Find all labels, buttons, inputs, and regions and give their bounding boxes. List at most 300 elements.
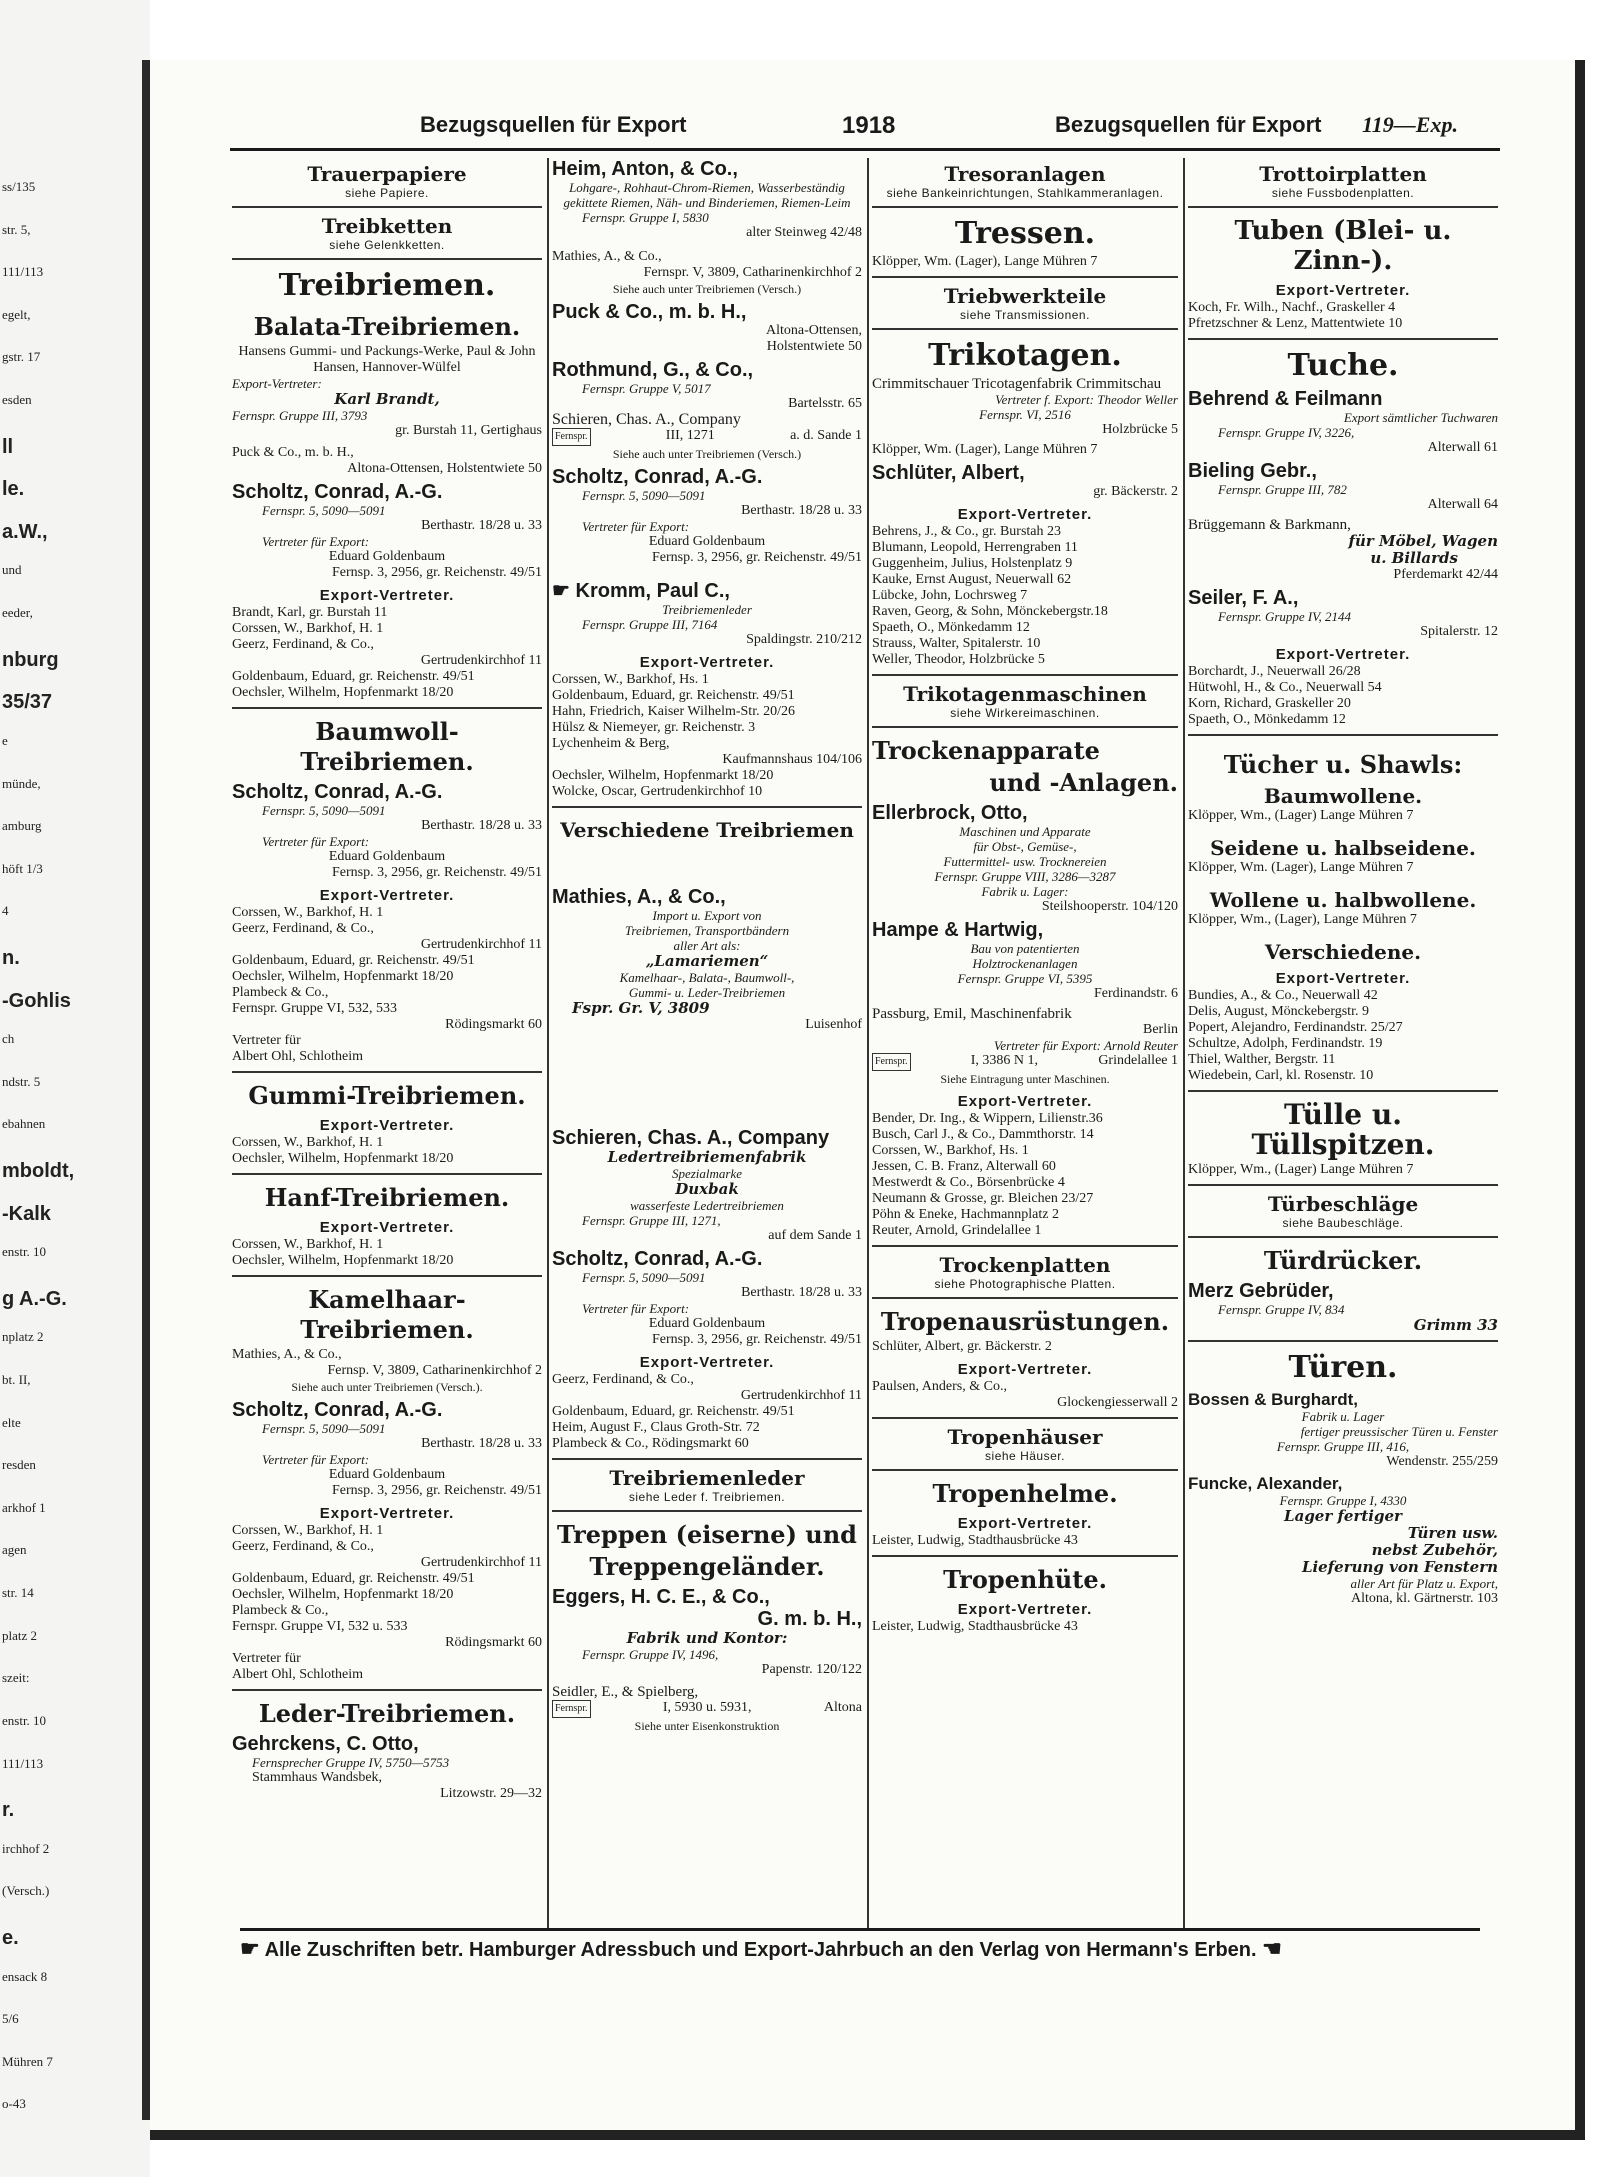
listing-rep-name: Eduard Goldenbaum	[328, 849, 446, 864]
section-trikotagenmaschinen: Trikotagenmaschinen	[903, 682, 1147, 706]
listing-phone-row	[552, 428, 862, 446]
section-rule	[872, 328, 1178, 330]
listing-name: Schlüter, Albert,	[872, 462, 1025, 484]
section-rule	[1188, 338, 1498, 340]
listing-description: Import u. Export von	[652, 908, 762, 923]
listing-phone: Fernspr. Gruppe V, 5017	[582, 381, 711, 396]
listing-name: Klöpper, Wm., (Lager), Lange Mühren 7	[1188, 912, 1417, 927]
export-agents-list	[232, 1237, 542, 1269]
export-agent-line: Plambeck & Co.,	[232, 985, 329, 1000]
export-agent-line: Corssen, W., Barkhof, H. 1	[232, 1523, 384, 1538]
listing-phone: Fernsp. 3, 2956, gr. Reichenstr. 49/51	[332, 1483, 542, 1498]
listing-phone: Fernspr. 5, 5090—5091	[262, 503, 386, 518]
export-agent-line: Rödingsmarkt 60	[445, 1635, 542, 1650]
section-rule	[872, 1245, 1178, 1247]
export-agents-heading: Export-Vertreter.	[957, 1093, 1093, 1110]
listing-name-row	[552, 580, 862, 602]
listing-address: Berthastr. 18/28 u. 33	[421, 1436, 542, 1451]
export-agent-line: Wiedebein, Carl, kl. Rosenstr. 10	[1188, 1068, 1374, 1083]
brand-name: „Lamariemen“	[645, 952, 769, 970]
listing-name: Bieling Gebr.,	[1188, 460, 1317, 482]
listing-address: gr. Bäckerstr. 2	[1093, 484, 1178, 499]
section-tuecher-shawls: Tücher u. Shawls:	[1223, 750, 1463, 779]
export-agents-heading: Export-Vertreter.	[319, 1117, 455, 1134]
listing-phone: Fernspr. Gruppe I, 5830	[582, 210, 709, 225]
export-agent-line: Corssen, W., Barkhof, H. 1	[232, 1135, 384, 1150]
listing-rep-label: Vertreter für Export:	[262, 1452, 370, 1467]
listing-phone: Fspr. Gr. V, 3809	[572, 999, 710, 1017]
listing-name: Scholtz, Conrad, A.-G.	[552, 466, 763, 488]
listing-phone: Fernspr. Gruppe VI, 5395	[957, 971, 1093, 986]
listing-rep-label: Vertreter für Export: Arnold Reuter	[993, 1038, 1178, 1053]
see-reference: Siehe auch unter Treibriemen (Versch.).	[291, 1380, 483, 1394]
adjacent-page-fragment: höft 1/3	[2, 860, 43, 876]
see-reference: siehe Transmissionen.	[960, 308, 1090, 322]
adjacent-page-fragment: münde,	[2, 775, 41, 791]
listing-rep-label: Vertreter für Export:	[262, 534, 370, 549]
export-agent-line: Corssen, W., Barkhof, Hs. 1	[552, 672, 709, 687]
listing-description: Lohgare-, Rohhaut-Chrom-Riemen, Wasserbeständig gekittete Riemen, Näh- und Binderiemen, Riemen-Leim	[563, 180, 851, 210]
listing-phone: Fernspr. Gruppe III, 7164	[582, 617, 718, 632]
adjacent-page-fragment: nburg	[2, 648, 59, 671]
section-trockenapparate: Trockenapparate	[872, 736, 1100, 765]
listing-name: Crimmitschauer Tricotagenfabrik Crimmitschau	[872, 376, 1162, 392]
section-tuerbeschlaege: Türbeschläge	[1267, 1192, 1419, 1216]
listing-address: Altona, kl. Gärtnerstr. 103	[1351, 1591, 1498, 1606]
listing-address: Pferdemarkt 42/44	[1393, 567, 1498, 582]
listing-description: wasserfeste Ledertreibriemen	[630, 1198, 784, 1213]
adjacent-page-fragment: 5/6	[2, 2011, 19, 2027]
export-agents-list	[1188, 664, 1498, 728]
footer-rule	[240, 1928, 1480, 1931]
export-agent-line: Thiel, Walther, Bergstr. 11	[1188, 1052, 1336, 1067]
listing-address: Holzbrücke 5	[1102, 422, 1178, 437]
export-agent-line: Corssen, W., Barkhof, H. 1	[232, 1237, 384, 1252]
see-reference: siehe Baubeschläge.	[1282, 1216, 1404, 1230]
export-agent-line: Plambeck & Co.,	[232, 1603, 329, 1618]
phone-icon: Fernspr.	[552, 1700, 591, 1718]
listing-description: für Möbel, Wagen	[1348, 532, 1498, 550]
section-treppen-title-2: Treppengeländer.	[589, 1552, 825, 1581]
section-rule	[232, 258, 542, 260]
listing-name: Hansens Gummi- und Packungs-Werke, Paul & John Hansen, Hannover-Wülfel	[238, 344, 536, 375]
section-tropenausruestungen: Tropenausrüstungen.	[880, 1307, 1170, 1336]
listing-description: Holztrockenanlagen	[972, 956, 1078, 971]
listing-name: Eggers, H. C. E., & Co.,	[552, 1586, 770, 1608]
listing-phone: III, 1271	[665, 428, 715, 443]
export-agent-line: Geerz, Ferdinand, & Co.,	[552, 1372, 694, 1387]
listing-address: Papenstr. 120/122	[761, 1662, 862, 1677]
listing-address: Holstentwiete 50	[766, 339, 862, 354]
export-agent-line: Spaeth, O., Mönkedamm 12	[1188, 712, 1346, 727]
export-agent-line: Bundies, A., & Co., Neuerwall 42	[1188, 988, 1378, 1003]
export-agents-heading: Export-Vertreter.	[957, 506, 1093, 523]
listing-rep-name: Karl Brandt,	[334, 390, 440, 408]
section-rule	[232, 1071, 542, 1073]
header-year: 1918	[842, 112, 896, 139]
section-rule	[872, 1297, 1178, 1299]
listing-address: a. d. Sande 1	[790, 428, 862, 443]
section-rule	[872, 276, 1178, 278]
adjacent-page-fragment: n.	[2, 946, 20, 969]
export-agent-line: Brandt, Karl, gr. Burstah 11	[232, 605, 388, 620]
listing-name: Klöpper, Wm. (Lager), Lange Mühren 7	[872, 254, 1098, 269]
export-agents-heading: Export-Vertreter.	[1275, 282, 1411, 299]
export-agent-line: Gertrudenkirchhof 11	[420, 1555, 542, 1570]
header-left-title: Bezugsquellen für Export	[420, 112, 687, 137]
listing-description: fertiger preussischer Türen u. Fenster	[1300, 1424, 1498, 1439]
export-agent-line: Oechsler, Wilhelm, Hopfenmarkt 18/20	[232, 685, 454, 700]
listing-rep-name: Eduard Goldenbaum	[648, 1316, 766, 1331]
section-rule	[872, 206, 1178, 208]
export-agents-list	[872, 1111, 1178, 1239]
adjacent-page-fragment: le.	[2, 478, 25, 501]
listing-rep-label: Vertreter f. Export: Theodor Weller	[995, 392, 1178, 407]
listing-phone: Fernsp. V, 3809, Catharinenkirchhof 2	[327, 1363, 542, 1378]
listing-description: Türen usw.	[1407, 1524, 1498, 1542]
listing-phone: Fernspr. 5, 5090—5091	[262, 1421, 386, 1436]
export-agents-list	[232, 1135, 542, 1167]
adjacent-page-fragment: o-43	[2, 2096, 26, 2112]
column-divider-3	[1183, 158, 1185, 1928]
listing-address: alter Steinweg 42/48	[746, 225, 862, 240]
adjacent-page-fragment: platz 2	[2, 1627, 38, 1643]
column-2	[552, 158, 862, 1928]
listing-phone: Fernspr. Gruppe VIII, 3286—3287	[934, 869, 1116, 884]
listing-address: Stammhaus Wandsbek,	[252, 1770, 383, 1785]
export-agent-line: Geerz, Ferdinand, & Co.,	[232, 637, 374, 652]
adjacent-page-fragment: und	[2, 562, 22, 578]
listing-address: Wendenstr. 255/259	[1386, 1454, 1498, 1469]
column-divider-1	[547, 158, 549, 1928]
adjacent-page-fragment: g A.-G.	[2, 1287, 67, 1310]
listing-description: Export sämtlicher Tuchwaren	[1343, 410, 1498, 425]
export-agent-line: Behrens, J., & Co., gr. Burstah 23	[872, 524, 1061, 539]
column-1	[232, 158, 542, 1928]
export-agent-line: Delis, August, Mönckebergstr. 9	[1188, 1004, 1369, 1019]
adjacent-page-fragment: r.	[2, 1799, 15, 1822]
listing-rep-name: Eduard Goldenbaum	[648, 534, 766, 549]
export-agents-list	[872, 524, 1178, 668]
adjacent-page-fragment: Mühren 7	[2, 2053, 53, 2069]
listing-rep-name: Eduard Goldenbaum	[328, 1467, 446, 1482]
adjacent-page-fragment: ll	[2, 435, 14, 458]
see-reference: Siehe unter Eisenkonstruktion	[634, 1719, 780, 1733]
section-rule	[232, 1173, 542, 1175]
listing-description: Maschinen und Apparate	[959, 824, 1091, 839]
export-agents-heading: Export-Vertreter.	[639, 1354, 775, 1371]
listing-phone: Fernspr. 5, 5090—5091	[582, 488, 706, 503]
listing-description: Lieferung von Fenstern	[1301, 1558, 1498, 1576]
export-agent-line: Popert, Alejandro, Ferdinandstr. 25/27	[1188, 1020, 1403, 1035]
export-agents-heading: Export-Vertreter.	[319, 587, 455, 604]
export-agent-line: Schultze, Adolph, Ferdinandstr. 19	[1188, 1036, 1383, 1051]
listing-phone: I, 3386 N 1,	[970, 1053, 1039, 1068]
listing-phone: Fernsprecher Gruppe IV, 5750—5753	[252, 1755, 450, 1770]
listing-address: Altona-Ottensen,	[765, 323, 862, 338]
listing-rep-label: Vertreter für Export:	[262, 834, 370, 849]
listing-address: Bartelsstr. 65	[788, 396, 862, 411]
listing-address: Berthastr. 18/28 u. 33	[741, 1285, 862, 1300]
adjacent-page-fragment: esden	[2, 392, 32, 408]
listing-address: Steilshooperstr. 104/120	[1041, 899, 1178, 914]
export-agent-line: Lübcke, John, Lochrsweg 7	[872, 588, 1028, 603]
section-kamelhaar-treibriemen: Kamelhaar-Treibriemen.	[300, 1285, 474, 1344]
listing-name: Kromm, Paul C.,	[575, 580, 730, 602]
export-agent-line: Goldenbaum, Eduard, gr. Reichenstr. 49/51	[552, 688, 795, 703]
subsection-verschiedene: Verschiedene.	[1264, 940, 1422, 964]
section-rule	[232, 707, 542, 709]
adjacent-page-fragment: str. 14	[2, 1585, 34, 1601]
adjacent-page-fragment: szeit:	[2, 1670, 30, 1686]
section-tueren: Türen.	[1288, 1350, 1398, 1385]
listing-name: Passburg, Emil, Maschinenfabrik	[872, 1006, 1072, 1022]
section-rule	[232, 206, 542, 208]
listing-name: Schieren, Chas. A., Company	[552, 1127, 830, 1149]
listing-description: u. Billards	[1370, 549, 1458, 567]
listing-phone: Fernspr. Gruppe I, 4330	[1279, 1493, 1407, 1508]
section-rule	[872, 674, 1178, 676]
section-rule	[872, 1417, 1178, 1419]
export-agent-line: Corssen, W., Barkhof, Hs. 1	[872, 1143, 1029, 1158]
listing-address: Spaldingstr. 210/212	[746, 632, 862, 647]
listing-rep-label: Vertreter für Export:	[582, 1301, 690, 1316]
brand-name: Duxbak	[675, 1180, 739, 1198]
see-reference: siehe Leder f. Treibriemen.	[628, 1490, 786, 1504]
export-agent-line: Goldenbaum, Eduard, gr. Reichenstr. 49/51	[232, 953, 475, 968]
listing-address: gr. Burstah 11, Gertighaus	[395, 423, 542, 438]
adjacent-page-fragment: enstr. 10	[2, 1244, 47, 1260]
export-agent-line: Kaufmannshaus 104/106	[722, 752, 862, 767]
export-agent-line: Glockengiesserwall 2	[1057, 1395, 1178, 1410]
see-reference: siehe Photographische Platten.	[934, 1277, 1116, 1291]
listing-name: Scholtz, Conrad, A.-G.	[552, 1248, 763, 1270]
listing-name: Scholtz, Conrad, A.-G.	[232, 481, 443, 503]
listing-name: Heim, Anton, & Co.,	[552, 158, 738, 180]
listing-address: Grindelallee 1	[1098, 1053, 1178, 1068]
export-agent-line: Vertreter für	[232, 1033, 301, 1048]
section-rule	[552, 806, 862, 808]
section-treibriemen: Treibriemen.	[278, 268, 496, 303]
export-agent-line: Korn, Richard, Graskeller 20	[1188, 696, 1351, 711]
listing-address: Alterwall 64	[1427, 497, 1498, 512]
listing-phone-row	[552, 1700, 862, 1718]
export-agent-line: Pfretzschner & Lenz, Mattentwiete 10	[1188, 316, 1403, 331]
section-tressen: Tressen.	[954, 216, 1096, 251]
adjacent-page-fragment: gstr. 17	[2, 349, 41, 365]
adjacent-page-fragment: mboldt,	[2, 1160, 75, 1182]
listing-description: Bau von patentierten	[970, 941, 1080, 956]
listing-name: Brüggemann & Barkmann,	[1188, 517, 1351, 533]
adjacent-page-strip	[0, 0, 150, 2177]
see-reference: siehe Bankeinrichtungen, Stahlkammeranlagen.	[886, 186, 1164, 200]
export-agent-line: Oechsler, Wilhelm, Hopfenmarkt 18/20	[232, 969, 454, 984]
phone-icon: Fernspr.	[872, 1053, 911, 1071]
adjacent-page-fragment: ch	[2, 1031, 15, 1047]
listing-address: Spitalerstr. 12	[1420, 624, 1498, 639]
adjacent-page-fragment: resden	[2, 1457, 36, 1473]
section-treppen-title: Treppen (eiserne) und	[557, 1520, 857, 1549]
listing-description: aller Art für Platz u. Export,	[1350, 1576, 1498, 1591]
listing-name: G. m. b. H.,	[757, 1608, 862, 1630]
section-rule	[1188, 1236, 1498, 1238]
export-agent-line: Lychenheim & Berg,	[552, 736, 670, 751]
section-tropenhuete: Tropenhüte.	[943, 1565, 1107, 1594]
section-treibketten: Treibketten	[321, 214, 453, 238]
listing-name: Leister, Ludwig, Stadthausbrücke 43	[872, 1619, 1078, 1634]
export-agents-heading: Export-Vertreter.	[1275, 646, 1411, 663]
listing-description: für Obst-, Gemüse-,	[973, 839, 1077, 854]
listing-description: Kamelhaar-, Balata-, Baumwoll-,	[619, 970, 795, 985]
export-agent-line: Oechsler, Wilhelm, Hopfenmarkt 18/20	[232, 1151, 454, 1166]
listing-name: Rothmund, G., & Co.,	[552, 359, 754, 381]
listing-phone: Fernsp. 3, 2956, gr. Reichenstr. 49/51	[652, 550, 862, 565]
adjacent-page-fragment: ebahnen	[2, 1116, 46, 1132]
section-rule	[1188, 734, 1498, 736]
column-4	[1188, 158, 1498, 1928]
export-agent-line: Oechsler, Wilhelm, Hopfenmarkt 18/20	[232, 1253, 454, 1268]
export-agents-list	[1188, 988, 1498, 1084]
export-agent-line: Bender, Dr. Ing., & Wippern, Lilienstr.36	[872, 1111, 1103, 1126]
listing-description: Fabrik u. Lager	[1301, 1409, 1385, 1424]
listing-name: Ellerbrock, Otto,	[872, 802, 1028, 824]
subsection-baumwollene: Baumwollene.	[1263, 784, 1423, 808]
subsection-wollene: Wollene u. halbwollene.	[1209, 888, 1477, 912]
listing-phone-row	[872, 1053, 1178, 1071]
listing-description: Gummi- u. Leder-Treibriemen	[628, 985, 786, 1000]
listing-name: Merz Gebrüder,	[1188, 1280, 1334, 1302]
pointing-hand-left-icon: ☚	[1262, 1936, 1282, 1961]
adjacent-page-fragment: ndstr. 5	[2, 1073, 41, 1089]
export-agent-line: Weller, Theodor, Holzbrücke 5	[872, 652, 1045, 667]
see-reference: Siehe auch unter Treibriemen (Versch.)	[612, 282, 802, 296]
listing-phone: Fernspr. Gruppe IV, 834	[1218, 1302, 1345, 1317]
export-agent-line: Guggenheim, Julius, Holstenplatz 9	[872, 556, 1073, 571]
export-agent-line: Strauss, Walter, Spitalerstr. 10	[872, 636, 1041, 651]
listing-name: Klöpper, Wm., (Lager) Lange Mühren 7	[1188, 1162, 1414, 1177]
adjacent-page-fragment: ensack 8	[2, 1968, 48, 1984]
export-agent-line: Rödingsmarkt 60	[445, 1017, 542, 1032]
export-agents-list	[232, 905, 542, 1065]
see-reference: siehe Fussbodenplatten.	[1271, 186, 1415, 200]
section-tuben: Tuben (Blei- u. Zinn-).	[1234, 216, 1452, 276]
export-agent-line: Koch, Fr. Wilh., Nachf., Graskeller 4	[1188, 300, 1396, 315]
section-tresoranlagen: Tresoranlagen	[944, 162, 1106, 186]
listing-name: Schlüter, Albert, gr. Bäckerstr. 2	[872, 1339, 1052, 1354]
adjacent-page-fragment: 111/113	[2, 1755, 44, 1771]
export-agents-heading: Export-Vertreter.	[319, 1219, 455, 1236]
section-tropenhelme: Tropenhelme.	[932, 1479, 1118, 1508]
column-divider-2	[867, 158, 869, 1928]
export-agent-line: Vertreter für	[232, 1651, 301, 1666]
listing-description: Spezialmarke	[671, 1166, 743, 1181]
section-trottoirplatten: Trottoirplatten	[1259, 162, 1427, 186]
export-agent-line: Raven, Georg, & Sohn, Mönckebergstr.18	[872, 604, 1108, 619]
listing-description: nebst Zubehör,	[1371, 1541, 1498, 1559]
listing-phone: Fernspr. 5, 5090—5091	[262, 803, 386, 818]
listing-name: Bossen & Burghardt,	[1188, 1390, 1359, 1409]
export-agent-line: Wolcke, Oscar, Gertrudenkirchhof 10	[552, 784, 763, 799]
pointing-hand-right-icon: ☛	[240, 1936, 260, 1961]
export-agent-line: Reuter, Arnold, Grindelallee 1	[872, 1223, 1042, 1238]
export-agents-list	[1188, 300, 1498, 332]
section-tuelle: Tülle u. Tüllspitzen.	[1251, 1098, 1435, 1161]
listing-phone: Fernspr. Gruppe III, 1271,	[582, 1213, 721, 1228]
listing-name: Schieren, Chas. A., Company	[552, 411, 741, 428]
export-agent-line: Goldenbaum, Eduard, gr. Reichenstr. 49/51	[232, 1571, 475, 1586]
section-trauerpapiere: Trauerpapiere	[307, 162, 467, 186]
listing-phone: Fernspr. 5, 5090—5091	[582, 1270, 706, 1285]
section-trockenplatten: Trockenplatten	[939, 1253, 1111, 1277]
listing-name: Behrend & Feilmann	[1188, 388, 1383, 410]
adjacent-page-fragment: 4	[2, 903, 9, 919]
export-agent-line: Corssen, W., Barkhof, H. 1	[232, 621, 384, 636]
see-reference: siehe Wirkereimaschinen.	[950, 706, 1100, 720]
listing-rep-label: Export-Vertreter:	[232, 376, 322, 391]
export-agent-line: Neumann & Grosse, gr. Bleichen 23/27	[872, 1191, 1094, 1206]
export-agent-line: Hülsz & Niemeyer, gr. Reichenstr. 3	[552, 720, 756, 735]
section-rule	[872, 726, 1178, 728]
adjacent-page-fragment: e.	[2, 1926, 19, 1949]
export-agents-list	[872, 1379, 1178, 1411]
export-agents-heading: Export-Vertreter.	[319, 1505, 455, 1522]
adjacent-page-fragment: egelt,	[2, 306, 31, 322]
export-agents-list	[232, 605, 542, 701]
see-reference: Siehe auch unter Treibriemen (Versch.)	[612, 447, 802, 461]
listing-address: Berthastr. 18/28 u. 33	[421, 518, 542, 533]
section-tropenhaeuser: Tropenhäuser	[947, 1425, 1103, 1449]
listing-description: Ledertreibriemenfabrik	[607, 1148, 807, 1166]
footer-text: Alle Zuschriften betr. Hamburger Adressbuch und Export-Jahrbuch an den Verlag von Hermann's Erben.	[264, 1939, 1257, 1961]
listing-address: Altona-Ottensen, Holstentwiete 50	[347, 461, 542, 476]
export-agent-line: Albert Ohl, Schlotheim	[232, 1667, 364, 1682]
listing-name: Klöpper, Wm. (Lager), Lange Mühren 7	[1188, 860, 1414, 875]
listing-phone: Fernsp. 3, 2956, gr. Reichenstr. 49/51	[652, 1332, 862, 1347]
export-agent-line: Borchardt, J., Neuerwall 26/28	[1188, 664, 1361, 679]
section-verschiedene-treibriemen: Verschiedene Treibriemen	[560, 818, 854, 842]
listing-description: Fabrik u. Lager:	[981, 884, 1069, 899]
adjacent-page-fragment: enstr. 10	[2, 1712, 47, 1728]
export-agent-line: Jessen, C. B. Franz, Alterwall 60	[872, 1159, 1056, 1174]
section-rule	[1188, 206, 1498, 208]
export-agent-line: Oechsler, Wilhelm, Hopfenmarkt 18/20	[552, 768, 774, 783]
listing-address: Berlin	[1143, 1022, 1178, 1037]
spacer	[552, 842, 862, 882]
listing-address: Luisenhof	[805, 1017, 862, 1032]
export-agents-heading: Export-Vertreter.	[957, 1601, 1093, 1618]
listing-name: Puck & Co., m. b. H.,	[232, 445, 354, 460]
header-page-number: 119—Exp.	[1362, 112, 1458, 137]
listing-phone: Fernspr. Gruppe III, 3793	[232, 408, 368, 423]
adjacent-page-fragment: nplatz 2	[2, 1329, 44, 1345]
adjacent-page-fragment: amburg	[2, 818, 42, 834]
listing-name: Gehrckens, C. Otto,	[232, 1733, 419, 1755]
listing-name: Mathies, A., & Co.,	[552, 886, 726, 908]
section-rule	[232, 1275, 542, 1277]
adjacent-page-fragment: 111/113	[2, 264, 44, 280]
export-agent-line: Pöhn & Eneke, Hachmannplatz 2	[872, 1207, 1060, 1222]
listing-description: Fabrik und Kontor:	[626, 1629, 788, 1647]
listing-phone: Fernspr. Gruppe IV, 3226,	[1218, 425, 1355, 440]
listing-address: Litzowstr. 29—32	[440, 1786, 542, 1801]
section-balata-treibriemen: Balata-Treibriemen.	[253, 312, 521, 341]
adjacent-page-fragment: arkhof 1	[2, 1499, 46, 1515]
running-header	[270, 112, 1470, 148]
listing-name: Mathies, A., & Co.,	[232, 1347, 342, 1362]
export-agent-line: Spaeth, O., Mönkedamm 12	[872, 620, 1030, 635]
export-agents-heading: Export-Vertreter.	[1275, 970, 1411, 987]
listing-name: Hampe & Hartwig,	[872, 919, 1044, 941]
